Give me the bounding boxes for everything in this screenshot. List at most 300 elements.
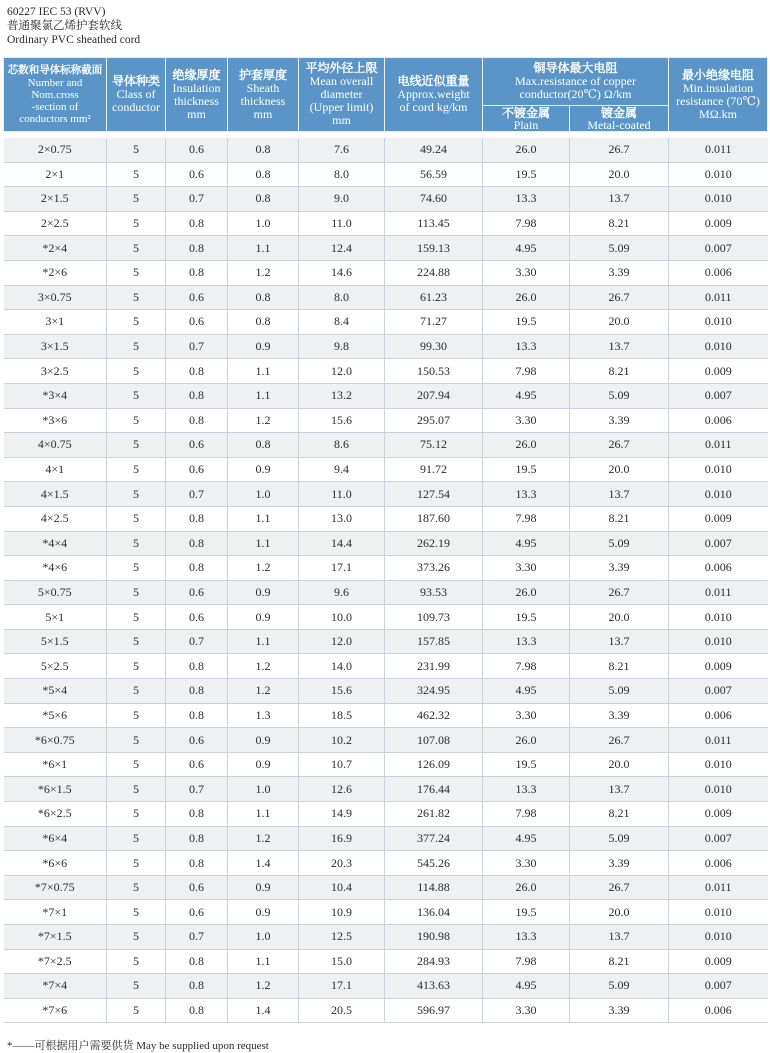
cell-sheath: 0.9: [228, 334, 299, 359]
cell-diameter: 12.0: [299, 629, 385, 654]
cell-diameter: 15.6: [299, 679, 385, 704]
cell-class: 5: [107, 777, 166, 802]
cell-class: 5: [107, 654, 166, 679]
cell-class: 5: [107, 851, 166, 876]
cell-insres: 0.011: [669, 285, 768, 310]
cell-plain: 3.30: [483, 851, 570, 876]
cell-diameter: 12.4: [299, 236, 385, 261]
cell-spec: 5×1: [4, 605, 107, 630]
cell-plain: 3.30: [483, 408, 570, 433]
cell-insulation: 0.6: [166, 310, 228, 335]
cell-diameter: 13.0: [299, 506, 385, 531]
table-row: [4, 752, 768, 777]
spec-table: [3, 57, 768, 1023]
cell-sheath: 1.1: [228, 629, 299, 654]
table-row: [4, 211, 768, 236]
cell-coated: 26.7: [570, 433, 669, 458]
cell-diameter: 8.0: [299, 162, 385, 187]
cell-weight: 157.85: [385, 629, 483, 654]
table-row: [4, 310, 768, 335]
header-insulation-resistance: 最小绝缘电阻 Min.insulation resistance (70℃) MΩ.km: [669, 58, 768, 132]
cell-coated: 8.21: [570, 359, 669, 384]
cell-spec: 2×0.75: [4, 138, 107, 163]
cell-weight: 324.95: [385, 679, 483, 704]
cell-diameter: 9.6: [299, 580, 385, 605]
table-row: [4, 285, 768, 310]
cell-spec: 4×1: [4, 457, 107, 482]
cell-weight: 462.32: [385, 703, 483, 728]
cell-insulation: 0.6: [166, 457, 228, 482]
cell-insres: 0.011: [669, 728, 768, 753]
cell-diameter: 10.7: [299, 752, 385, 777]
cell-spec: 5×2.5: [4, 654, 107, 679]
cell-spec: *6×0.75: [4, 728, 107, 753]
cell-diameter: 8.6: [299, 433, 385, 458]
product-name-en: Ordinary PVC sheathed cord: [7, 34, 141, 46]
cell-weight: 136.04: [385, 900, 483, 925]
cell-spec: *2×6: [4, 260, 107, 285]
cell-coated: 3.39: [570, 703, 669, 728]
cell-weight: 231.99: [385, 654, 483, 679]
cell-class: 5: [107, 310, 166, 335]
table-row: [4, 334, 768, 359]
cell-plain: 3.30: [483, 260, 570, 285]
cell-coated: 8.21: [570, 211, 669, 236]
cell-insulation: 0.8: [166, 211, 228, 236]
header-metal-coated: 镀金属 Metal-coated: [570, 106, 669, 132]
cell-sheath: 1.2: [228, 974, 299, 999]
cell-insulation: 0.6: [166, 138, 228, 163]
cell-sheath: 1.3: [228, 703, 299, 728]
cell-plain: 26.0: [483, 580, 570, 605]
cell-plain: 7.98: [483, 654, 570, 679]
cell-class: 5: [107, 949, 166, 974]
cell-sheath: 1.1: [228, 383, 299, 408]
cell-spec: 4×1.5: [4, 482, 107, 507]
table-body: [4, 138, 768, 1023]
cell-insulation: 0.6: [166, 162, 228, 187]
cell-plain: 19.5: [483, 605, 570, 630]
cell-sheath: 1.4: [228, 998, 299, 1023]
cell-diameter: 10.4: [299, 875, 385, 900]
cell-plain: 19.5: [483, 162, 570, 187]
cell-coated: 5.09: [570, 531, 669, 556]
cell-sheath: 1.2: [228, 556, 299, 581]
cell-sheath: 0.8: [228, 138, 299, 163]
footnote: *——可根据用户需要供货 May be supplied upon request: [7, 1040, 269, 1052]
cell-plain: 4.95: [483, 383, 570, 408]
table-row: [4, 679, 768, 704]
cell-weight: 190.98: [385, 925, 483, 950]
cell-coated: 26.7: [570, 875, 669, 900]
cell-spec: 3×2.5: [4, 359, 107, 384]
cell-plain: 3.30: [483, 556, 570, 581]
cell-weight: 109.73: [385, 605, 483, 630]
cell-diameter: 10.9: [299, 900, 385, 925]
cell-weight: 224.88: [385, 260, 483, 285]
cell-plain: 26.0: [483, 285, 570, 310]
cell-insres: 0.011: [669, 433, 768, 458]
cell-diameter: 8.0: [299, 285, 385, 310]
cell-coated: 13.7: [570, 925, 669, 950]
cell-insres: 0.010: [669, 777, 768, 802]
cell-spec: *7×4: [4, 974, 107, 999]
cell-coated: 20.0: [570, 162, 669, 187]
header-resistance: 铜导体最大电阻 Max.resistance of copper conductor(20℃) Ω/km: [483, 58, 669, 106]
cell-sheath: 1.1: [228, 802, 299, 827]
cell-insres: 0.007: [669, 826, 768, 851]
cell-spec: *5×6: [4, 703, 107, 728]
cell-insres: 0.006: [669, 851, 768, 876]
cell-weight: 373.26: [385, 556, 483, 581]
cell-weight: 262.19: [385, 531, 483, 556]
cell-sheath: 1.1: [228, 506, 299, 531]
table-row: [4, 703, 768, 728]
cell-insres: 0.010: [669, 187, 768, 212]
cell-spec: 5×1.5: [4, 629, 107, 654]
cell-weight: 71.27: [385, 310, 483, 335]
cell-spec: 4×0.75: [4, 433, 107, 458]
cell-spec: *7×1: [4, 900, 107, 925]
cell-class: 5: [107, 383, 166, 408]
cell-insulation: 0.8: [166, 851, 228, 876]
cell-coated: 8.21: [570, 506, 669, 531]
cell-sheath: 0.9: [228, 728, 299, 753]
cell-coated: 26.7: [570, 138, 669, 163]
cell-plain: 13.3: [483, 777, 570, 802]
cell-coated: 5.09: [570, 826, 669, 851]
cell-insres: 0.007: [669, 679, 768, 704]
cell-weight: 261.82: [385, 802, 483, 827]
cell-insres: 0.009: [669, 654, 768, 679]
cell-class: 5: [107, 138, 166, 163]
table-row: [4, 851, 768, 876]
cell-diameter: 9.8: [299, 334, 385, 359]
cell-spec: 3×1.5: [4, 334, 107, 359]
cell-spec: 4×2.5: [4, 506, 107, 531]
cell-coated: 13.7: [570, 629, 669, 654]
header-sheath: 护套厚度 Sheath thickness mm: [228, 58, 299, 132]
cell-insres: 0.006: [669, 408, 768, 433]
cell-insres: 0.011: [669, 138, 768, 163]
table-row: [4, 580, 768, 605]
cell-spec: *6×1: [4, 752, 107, 777]
cell-diameter: 11.0: [299, 211, 385, 236]
cell-weight: 596.97: [385, 998, 483, 1023]
table-row: [4, 531, 768, 556]
cell-insres: 0.010: [669, 752, 768, 777]
cell-insulation: 0.6: [166, 433, 228, 458]
cell-plain: 7.98: [483, 211, 570, 236]
cell-plain: 7.98: [483, 802, 570, 827]
cell-insulation: 0.8: [166, 654, 228, 679]
cell-spec: 2×1.5: [4, 187, 107, 212]
cell-coated: 20.0: [570, 457, 669, 482]
cell-insulation: 0.6: [166, 752, 228, 777]
table-row: [4, 408, 768, 433]
cell-sheath: 1.1: [228, 531, 299, 556]
cell-coated: 8.21: [570, 654, 669, 679]
cell-coated: 20.0: [570, 310, 669, 335]
cell-class: 5: [107, 752, 166, 777]
cell-class: 5: [107, 359, 166, 384]
cell-sheath: 0.9: [228, 457, 299, 482]
cell-class: 5: [107, 629, 166, 654]
cell-coated: 26.7: [570, 285, 669, 310]
cell-sheath: 0.8: [228, 433, 299, 458]
cell-insulation: 0.6: [166, 875, 228, 900]
cell-coated: 5.09: [570, 383, 669, 408]
table-row: [4, 236, 768, 261]
cell-plain: 3.30: [483, 998, 570, 1023]
cell-weight: 74.60: [385, 187, 483, 212]
cell-diameter: 16.9: [299, 826, 385, 851]
table-row: [4, 826, 768, 851]
header-insulation: 绝缘厚度 Insulation thickness mm: [166, 58, 228, 132]
cell-insulation: 0.8: [166, 802, 228, 827]
cell-plain: 4.95: [483, 679, 570, 704]
cell-insulation: 0.8: [166, 260, 228, 285]
cell-diameter: 18.5: [299, 703, 385, 728]
cell-insres: 0.010: [669, 334, 768, 359]
cell-diameter: 10.0: [299, 605, 385, 630]
cell-coated: 5.09: [570, 974, 669, 999]
cell-spec: *2×4: [4, 236, 107, 261]
cell-insulation: 0.8: [166, 974, 228, 999]
cell-class: 5: [107, 556, 166, 581]
cell-weight: 107.08: [385, 728, 483, 753]
header-conductors: 芯数和导体标称截面 Number and Nom.cross -section of conductors mm²: [4, 58, 107, 132]
cell-insres: 0.010: [669, 925, 768, 950]
cell-spec: 5×0.75: [4, 580, 107, 605]
cell-diameter: 9.4: [299, 457, 385, 482]
cell-sheath: 0.8: [228, 162, 299, 187]
cell-diameter: 12.5: [299, 925, 385, 950]
cell-class: 5: [107, 728, 166, 753]
cell-weight: 93.53: [385, 580, 483, 605]
header-class: 导体种类 Class of conductor: [107, 58, 166, 132]
cell-weight: 61.23: [385, 285, 483, 310]
cell-class: 5: [107, 679, 166, 704]
cell-class: 5: [107, 900, 166, 925]
cell-diameter: 15.6: [299, 408, 385, 433]
cell-coated: 3.39: [570, 408, 669, 433]
cell-insres: 0.009: [669, 949, 768, 974]
cell-sheath: 1.2: [228, 679, 299, 704]
cell-class: 5: [107, 162, 166, 187]
cell-weight: 159.13: [385, 236, 483, 261]
cell-coated: 13.7: [570, 334, 669, 359]
cell-weight: 284.93: [385, 949, 483, 974]
cell-diameter: 11.0: [299, 482, 385, 507]
cell-weight: 150.53: [385, 359, 483, 384]
table-row: [4, 974, 768, 999]
cell-insres: 0.009: [669, 359, 768, 384]
cell-weight: 207.94: [385, 383, 483, 408]
table-row: [4, 162, 768, 187]
cell-coated: 8.21: [570, 949, 669, 974]
table-row: [4, 457, 768, 482]
cell-plain: 13.3: [483, 629, 570, 654]
cell-spec: *3×4: [4, 383, 107, 408]
cell-sheath: 1.2: [228, 654, 299, 679]
cell-spec: *4×4: [4, 531, 107, 556]
cell-weight: 377.24: [385, 826, 483, 851]
standard-code: 60227 IEC 53 (RVV): [7, 6, 106, 18]
cell-coated: 26.7: [570, 728, 669, 753]
cell-sheath: 1.1: [228, 359, 299, 384]
cell-diameter: 14.6: [299, 260, 385, 285]
table-row: [4, 138, 768, 163]
cell-weight: 295.07: [385, 408, 483, 433]
cell-plain: 7.98: [483, 949, 570, 974]
cell-insres: 0.007: [669, 383, 768, 408]
cell-spec: 2×1: [4, 162, 107, 187]
table-row: [4, 728, 768, 753]
cell-sheath: 0.8: [228, 187, 299, 212]
cell-coated: 13.7: [570, 187, 669, 212]
cell-insres: 0.010: [669, 482, 768, 507]
cell-class: 5: [107, 826, 166, 851]
cell-sheath: 1.0: [228, 925, 299, 950]
cell-sheath: 1.4: [228, 851, 299, 876]
cell-insulation: 0.7: [166, 925, 228, 950]
header-diameter: 平均外径上限 Mean overall diameter (Upper limit) mm: [299, 58, 385, 132]
cell-coated: 13.7: [570, 482, 669, 507]
cell-insulation: 0.8: [166, 703, 228, 728]
cell-plain: 4.95: [483, 826, 570, 851]
cell-insres: 0.009: [669, 802, 768, 827]
cell-insres: 0.007: [669, 236, 768, 261]
cell-insres: 0.006: [669, 998, 768, 1023]
cell-coated: 8.21: [570, 802, 669, 827]
cell-insres: 0.010: [669, 162, 768, 187]
cell-class: 5: [107, 506, 166, 531]
cell-insres: 0.010: [669, 900, 768, 925]
cell-sheath: 1.2: [228, 826, 299, 851]
table-header: [4, 58, 768, 138]
table-row: [4, 777, 768, 802]
cell-sheath: 1.0: [228, 777, 299, 802]
cell-insulation: 0.8: [166, 359, 228, 384]
cell-spec: *7×1.5: [4, 925, 107, 950]
cell-plain: 13.3: [483, 482, 570, 507]
cell-insulation: 0.7: [166, 629, 228, 654]
cell-spec: 3×1: [4, 310, 107, 335]
cell-spec: *7×0.75: [4, 875, 107, 900]
cell-weight: 114.88: [385, 875, 483, 900]
cell-spec: *6×1.5: [4, 777, 107, 802]
cell-coated: 20.0: [570, 752, 669, 777]
cell-sheath: 0.9: [228, 900, 299, 925]
table-row: [4, 605, 768, 630]
cell-class: 5: [107, 482, 166, 507]
cell-insres: 0.011: [669, 875, 768, 900]
cell-insres: 0.010: [669, 457, 768, 482]
table-row: [4, 556, 768, 581]
cell-plain: 3.30: [483, 703, 570, 728]
cell-diameter: 12.6: [299, 777, 385, 802]
cell-spec: 2×2.5: [4, 211, 107, 236]
cell-insulation: 0.8: [166, 826, 228, 851]
cell-weight: 56.59: [385, 162, 483, 187]
table-row: [4, 998, 768, 1023]
cell-insulation: 0.7: [166, 334, 228, 359]
cell-diameter: 14.9: [299, 802, 385, 827]
table-row: [4, 359, 768, 384]
cell-insres: 0.010: [669, 629, 768, 654]
cell-insulation: 0.8: [166, 408, 228, 433]
cell-insres: 0.011: [669, 580, 768, 605]
header-plain: 不镀金属 Plain: [483, 106, 570, 132]
cell-insulation: 0.7: [166, 777, 228, 802]
cell-spec: *6×6: [4, 851, 107, 876]
cell-diameter: 12.0: [299, 359, 385, 384]
cell-weight: 91.72: [385, 457, 483, 482]
cell-insres: 0.009: [669, 506, 768, 531]
cell-plain: 13.3: [483, 187, 570, 212]
cell-sheath: 0.8: [228, 285, 299, 310]
cell-insres: 0.007: [669, 531, 768, 556]
cell-class: 5: [107, 580, 166, 605]
cell-coated: 20.0: [570, 900, 669, 925]
cell-insres: 0.006: [669, 556, 768, 581]
table-row: [4, 383, 768, 408]
table-row: [4, 482, 768, 507]
cell-weight: 187.60: [385, 506, 483, 531]
cell-sheath: 1.0: [228, 211, 299, 236]
cell-plain: 19.5: [483, 310, 570, 335]
cell-sheath: 0.9: [228, 605, 299, 630]
cell-plain: 7.98: [483, 359, 570, 384]
cell-insulation: 0.8: [166, 531, 228, 556]
cell-sheath: 1.1: [228, 236, 299, 261]
table-row: [4, 925, 768, 950]
cell-plain: 13.3: [483, 925, 570, 950]
cell-class: 5: [107, 408, 166, 433]
cell-insulation: 0.8: [166, 949, 228, 974]
cell-plain: 26.0: [483, 138, 570, 163]
cell-weight: 99.30: [385, 334, 483, 359]
cell-diameter: 7.6: [299, 138, 385, 163]
cell-coated: 26.7: [570, 580, 669, 605]
cell-class: 5: [107, 457, 166, 482]
cell-insulation: 0.8: [166, 383, 228, 408]
cell-sheath: 0.9: [228, 580, 299, 605]
cell-sheath: 0.9: [228, 875, 299, 900]
cell-plain: 13.3: [483, 334, 570, 359]
cell-sheath: 1.2: [228, 260, 299, 285]
cell-coated: 3.39: [570, 556, 669, 581]
cell-plain: 4.95: [483, 531, 570, 556]
cell-spec: 3×0.75: [4, 285, 107, 310]
cell-insulation: 0.7: [166, 482, 228, 507]
cell-insulation: 0.8: [166, 506, 228, 531]
cell-weight: 545.26: [385, 851, 483, 876]
cell-spec: *7×2.5: [4, 949, 107, 974]
cell-class: 5: [107, 285, 166, 310]
cell-insulation: 0.6: [166, 580, 228, 605]
cell-spec: *6×2.5: [4, 802, 107, 827]
cell-class: 5: [107, 998, 166, 1023]
cell-coated: 20.0: [570, 605, 669, 630]
cell-insulation: 0.6: [166, 285, 228, 310]
cell-weight: 113.45: [385, 211, 483, 236]
cell-plain: 19.5: [483, 457, 570, 482]
cell-insres: 0.006: [669, 703, 768, 728]
cell-insres: 0.007: [669, 974, 768, 999]
table-row: [4, 506, 768, 531]
